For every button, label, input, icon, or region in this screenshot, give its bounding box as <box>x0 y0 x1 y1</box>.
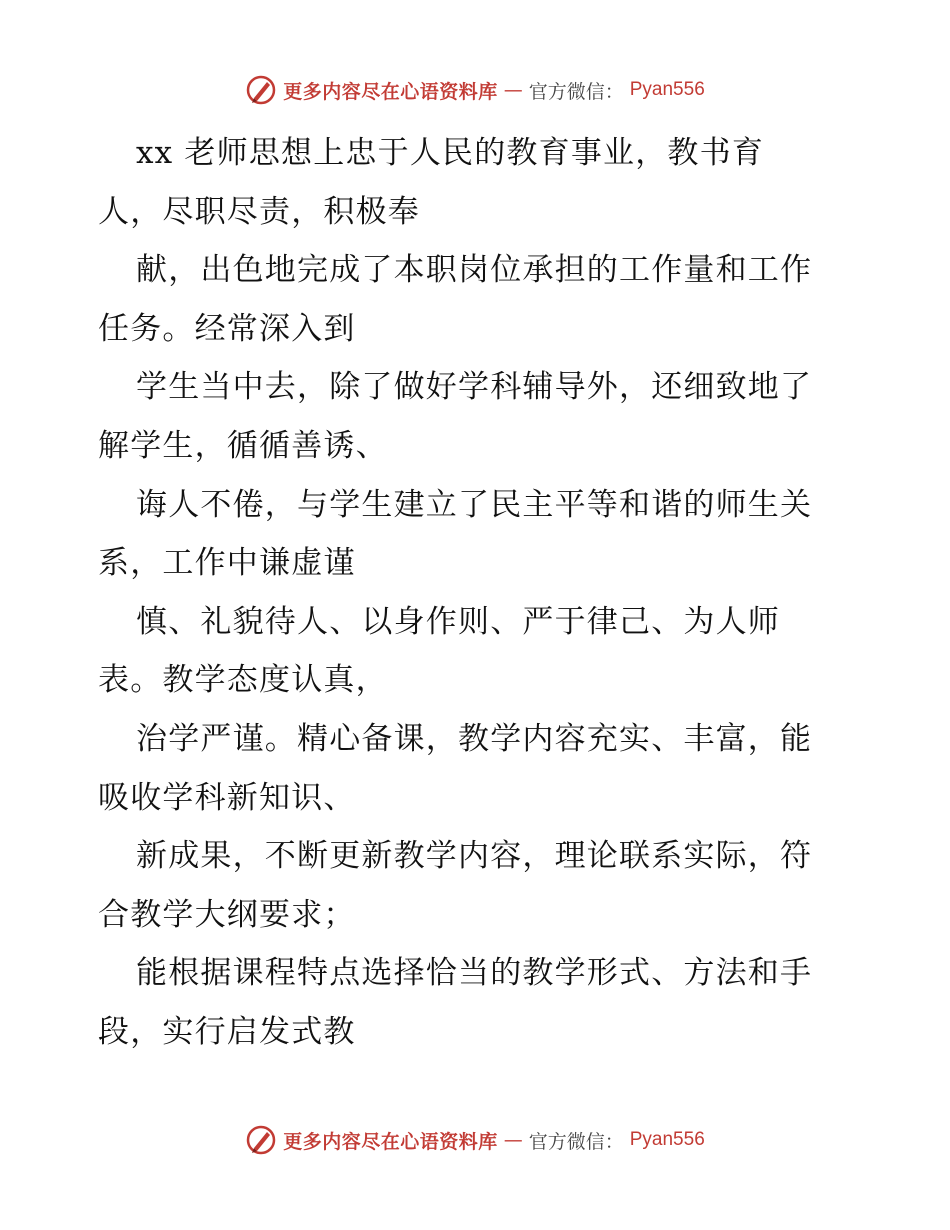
footer-banner-content <box>245 1124 705 1156</box>
quill-logo-icon <box>245 74 277 106</box>
body-line: 能根据课程特点选择恰当的教学形式、方法和手 <box>136 955 813 992</box>
body-line: 段，实行启发式教 <box>98 1013 356 1050</box>
footer-brand-text: 更多内容尽在心语资料库 <box>283 1130 498 1153</box>
body-line: 人，尽职尽责，积极奉 <box>98 193 420 230</box>
body-line: 任务。经常深入到 <box>98 310 356 347</box>
body-line: 慎、礼貌待人、以身作则、严于律己、为人师 <box>136 603 780 640</box>
body-line: 新成果，不断更新教学内容，理论联系实际，符 <box>136 838 813 875</box>
body-line: 吸收学科新知识、 <box>98 779 356 816</box>
footer-dash: — <box>503 1129 523 1151</box>
footer-banner <box>0 1120 950 1160</box>
body-line: 解学生，循循善诱、 <box>98 427 388 464</box>
body-line: xx 老师思想上忠于人民的教育事业，教书育 <box>136 135 765 171</box>
body-line: 合教学大纲要求； <box>98 896 356 933</box>
body-line: 学生当中去，除了做好学科辅导外，还细致地了 <box>136 369 813 406</box>
body-line: 治学严谨。精心备课，教学内容充实、丰富，能 <box>136 720 813 757</box>
header-banner <box>0 70 950 110</box>
header-wechat-id: Pyan556 <box>629 79 705 100</box>
header-dash: — <box>503 79 523 101</box>
body-line: 系，工作中谦虚谨 <box>98 545 356 582</box>
body-line: 诲人不倦，与学生建立了民主平等和谐的师生关 <box>136 486 813 523</box>
header-banner-content <box>245 74 705 106</box>
body-line: 献，出色地完成了本职岗位承担的工作量和工作 <box>136 252 813 289</box>
quill-logo-icon <box>245 1124 277 1156</box>
header-wechat-label: 官方微信： <box>528 80 624 103</box>
footer-wechat-id: Pyan556 <box>629 1129 705 1150</box>
body-line: 表。教学态度认真， <box>98 662 388 699</box>
document-body <box>98 124 858 1062</box>
header-brand-text: 更多内容尽在心语资料库 <box>283 80 498 103</box>
footer-wechat-label: 官方微信： <box>528 1130 624 1153</box>
